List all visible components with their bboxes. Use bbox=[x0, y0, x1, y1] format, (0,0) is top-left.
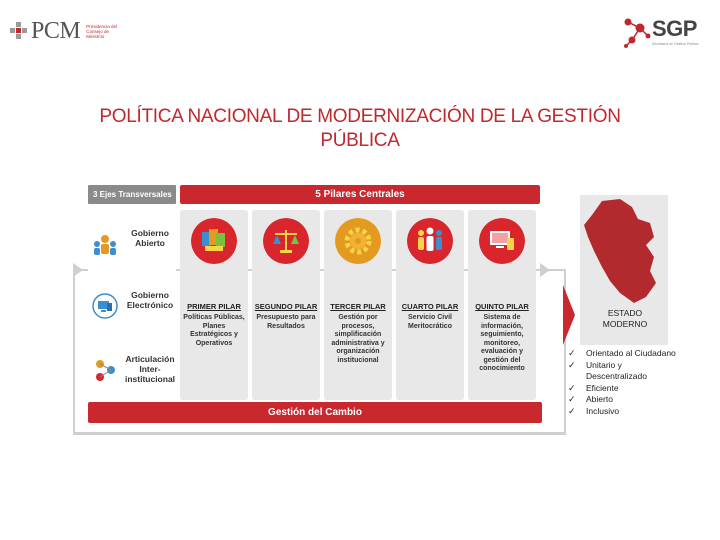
ejes-column bbox=[88, 208, 176, 398]
sgp-logo-subtext: Secretaría de Gestión Pública bbox=[652, 42, 699, 46]
eje-label: Articulación Inter-institucional bbox=[124, 354, 176, 384]
pcm-logo-subtext: Presidencia del Consejo de Ministros bbox=[86, 23, 117, 39]
page-title: POLÍTICA NACIONAL DE MODERNIZACIÓN DE LA GESTIÓN PÚBLICA bbox=[99, 106, 621, 151]
people-network-icon bbox=[92, 230, 118, 258]
list-item-label: Orientado al Ciudadano bbox=[586, 348, 676, 358]
list-item bbox=[568, 394, 678, 406]
eje-articulacion bbox=[88, 346, 176, 398]
eje-label: Gobierno Electrónico bbox=[126, 290, 174, 310]
pilar-desc: Políticas Públicas, Planes Estratégicos y Operativos bbox=[183, 314, 245, 347]
pilar-desc: Presupuesto para Resultados bbox=[256, 314, 316, 330]
pilar-name: CUARTO PILAR bbox=[401, 302, 459, 311]
pilar-name: TERCER PILAR bbox=[330, 302, 386, 311]
checkmark-icon: ✓ bbox=[568, 359, 576, 370]
scale-icon bbox=[263, 218, 309, 264]
pilar-name: QUINTO PILAR bbox=[475, 302, 529, 311]
sgp-logo-text: SGP bbox=[652, 16, 697, 41]
list-item bbox=[568, 348, 678, 360]
pilar-primer bbox=[180, 210, 248, 400]
devices-icon bbox=[92, 292, 118, 320]
gear-icon bbox=[335, 218, 381, 264]
frame-arrow-left bbox=[73, 263, 83, 277]
list-item bbox=[568, 383, 678, 395]
people-icon bbox=[407, 218, 453, 264]
pilar-segundo bbox=[252, 210, 320, 400]
pilar-name: PRIMER PILAR bbox=[187, 302, 241, 311]
peru-map-icon bbox=[580, 197, 668, 307]
eje-gobierno-electronico bbox=[88, 282, 176, 334]
checkmark-icon: ✓ bbox=[568, 394, 576, 404]
pcm-logo bbox=[10, 16, 120, 46]
pilar-tercer bbox=[324, 210, 392, 400]
monitor-icon bbox=[479, 218, 525, 264]
eje-gobierno-abierto bbox=[88, 220, 176, 272]
pilares-header: 5 Pilares Centrales bbox=[180, 185, 540, 204]
pilar-cuarto bbox=[396, 210, 464, 400]
documents-icon bbox=[191, 218, 237, 264]
eje-label: Gobierno Abierto bbox=[131, 228, 169, 248]
sgp-network-icon bbox=[622, 14, 652, 48]
frame-arrow-right bbox=[540, 263, 550, 277]
pilar-quinto bbox=[468, 210, 536, 400]
pilar-desc: Servicio Civil Meritocrático bbox=[408, 314, 452, 330]
estado-moderno-label: ESTADO MODERNO bbox=[602, 308, 648, 329]
checkmark-icon: ✓ bbox=[568, 405, 576, 416]
list-item-label: Abierto bbox=[586, 394, 613, 404]
pcm-emblem-icon bbox=[10, 22, 28, 40]
ejes-header: 3 Ejes Transversales bbox=[88, 185, 176, 204]
pilar-desc: Sistema de información, seguimiento, monitoreo, evaluación y gestión del conocimiento bbox=[479, 314, 525, 372]
result-arrow-icon bbox=[563, 285, 575, 345]
pilar-desc: Gestión por procesos, simplificación administrativa y organización institucional bbox=[331, 314, 385, 364]
pcm-logo-text: PCM bbox=[31, 17, 81, 44]
gestion-cambio-bar: Gestión del Cambio bbox=[88, 402, 542, 423]
list-item-label: Unitario y Descentralizado bbox=[586, 359, 647, 381]
checkmark-icon: ✓ bbox=[568, 382, 576, 393]
list-item bbox=[568, 406, 678, 418]
list-item-label: Eficiente bbox=[586, 382, 619, 393]
list-item-label: Inclusivo bbox=[586, 405, 620, 416]
sgp-logo bbox=[622, 14, 712, 58]
connection-icon bbox=[92, 356, 118, 384]
list-item bbox=[568, 360, 678, 383]
checkmark-icon: ✓ bbox=[568, 348, 576, 358]
estado-moderno-list bbox=[568, 348, 678, 417]
pilar-name: SEGUNDO PILAR bbox=[254, 302, 318, 311]
